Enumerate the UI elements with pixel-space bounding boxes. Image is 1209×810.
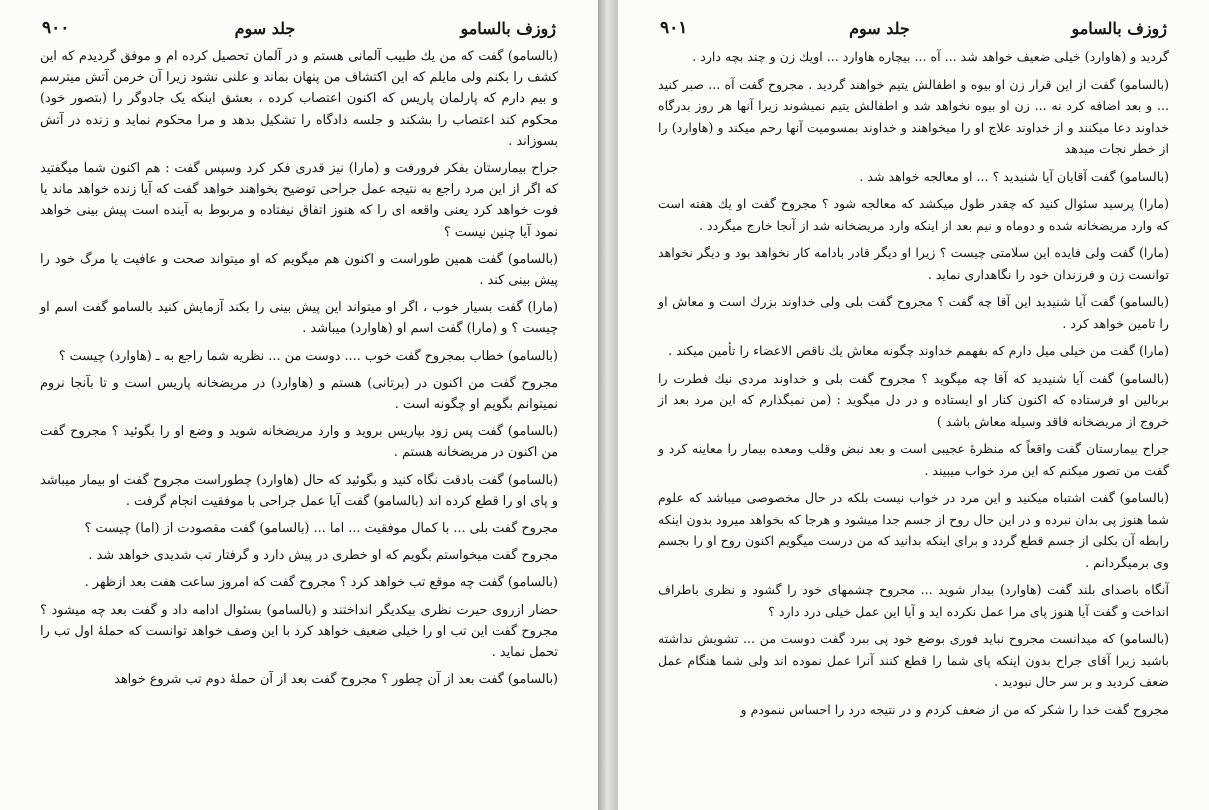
page-header <box>40 18 558 38</box>
running-title-volume: جلد سوم <box>849 18 910 38</box>
paragraph: (مارا) گفت بسیار خوب ، اگر او میتواند این پیش بینی را بکند آزمایش کنید بالسامو گفت اسم او چیست ؟ و (مارا) گفت اسم او (هاوارد) میباشد . <box>40 300 558 337</box>
paragraph: (بالسامو) که میدانست مجروح نباید فوری بوضع خود پی ببرد گفت دوست من ... تشویش نداشته باشید زیرا آقای جراح بدون اینکه پای شما را قطع کنند آنرا عمل نموده اند ولی شما هنگام عمل ضعف کردید و بر سر حال نبودید . <box>658 631 1169 689</box>
paragraph: (مارا) گفت من خیلی میل دارم که بفهمم خداوند چگونه معاش یك ناقص الاعضاء را تأمین میکند . <box>668 343 1169 358</box>
paragraph: (بالسامو) گفت همین طوراست و اکنون هم میگویم که او میتواند صحت و عافیت یا مرگ خود را پیش بینی کند . <box>40 251 558 289</box>
paragraph: مجروح گفت خدا را شکر که من از ضعف کردم و در نتیجه درد را احساس ننمودم و <box>740 701 1169 717</box>
left-page <box>0 0 598 810</box>
paragraph: مجروح گفت میخواستم بگویم که او خطری در پیش دارد و گرفتار تب شدیدی خواهد شد . <box>88 548 558 564</box>
paragraph: (بالسامو) گفت آیا شنیدید این آقا چه گفت ؟ مجروح گفت بلی ولی خداوند بزرك است و معاش او را تامین خواهد کرد . <box>658 294 1169 331</box>
running-title-author: ژوزف بالسامو <box>460 18 556 38</box>
paragraph: (بالسامو) گفت آیا شنیدید که آقا چه میگوید ؟ مجروح گفت بلی و خداوند مردی نیك فطرت را بربالین او فرستاده که اکنون کنار او ایستاده و در دل میگوید : (من نمیگذارم که این مرد بعد از خروج از مریضخانه فاقد وسیله معاش باشد ) <box>658 370 1169 429</box>
paragraph: مجروح گفت من اکنون در (برتانی) هستم و (هاوارد) در مریضخانه پاریس است و تا بآنجا نروم نمیتوانم بگویم او چگونه است . <box>40 375 558 413</box>
paragraph: (بالسامو) گفت که من یك طبیب آلمانی هستم و در آلمان تحصیل کرده ام و موفق گردیدم که این کشف را بکنم ولی مایلم که این اکتشاف من پنهان بماند و علنی نشود زیرا آن خرمن آتش میترسم و بیم دارم که پارلمان پاریس که اکنون اعتصاب کرده ، بعشق اینکه یک جادوگر را (بتصور خود) محکوم کند اعتصاب را بشکند و جلسه دادگاه را تشکیل بدهد و مرا محکوم نماید و زنده در آتش بسوزاند . <box>40 49 558 149</box>
page-header <box>658 18 1169 38</box>
paragraph: (بالسامو) خطاب بمجروح گفت خوب .... دوست من ... نظریه شما راجع به ـ (هاوارد) چیست ؟ <box>58 348 558 364</box>
right-page <box>618 0 1209 810</box>
paragraph: (بالسامو) گفت اشتباه میکنید و این مرد در خواب نیست بلکه در حال مخصوصی میباشد که علوم شما هنوز پی بدان نبرده و در این حال روح از جسم جدا میشود و هرجا که بخواهد میرود بدون اینکه رابطه آن بکلی از جسم قطع گردد و برای اینکه بدانید که من درست میگویم اکنون روح او را بجسم وی برمیگردانم . <box>658 490 1169 570</box>
paragraph: (بالسامو) گفت آقایان آیا شنیدید ؟ ... او معالجه خواهد شد . <box>859 168 1169 184</box>
paragraph: مجروح گفت بلی ... با کمال موفقیت ... اما ... (بالسامو) گفت مقصودت از (اما) چیست ؟ <box>84 521 558 537</box>
paragraph: حضار ازروی حیرت نظری بیکدیگر انداختند و (بالسامو) بسئوال ادامه داد و گفت بعد چه میشود ؟ مجروح گفت این تب او را خیلی ضعیف خواهد کرد با این وصف خواهد توانست که حملهٔ اول تب را تحمل نماید . <box>40 602 558 661</box>
paragraph: گردید و (هاوارد) خیلی ضعیف خواهد شد ... آه ... بیچاره هاوارد ... اویك زن و چند بچه دارد . <box>692 49 1169 64</box>
paragraph: (بالسامو) گفت بادقت نگاه کنید و بگوئید که حال (هاوارد) چطوراست مجروح گفت او بیمار میباشد و پای او را قطع کرده اند (بالسامو) گفت آیا عمل جراحی با موفقیت انجام گرفت . <box>40 472 558 509</box>
paragraph: (بالسامو) گفت چه موقع تب خواهد کرد ؟ مجروح گفت که امروز ساعت هفت بعد ازظهر . <box>84 575 558 591</box>
paragraph: جراح بیمارستان گفت واقعاً که منظرهٔ عجیبی است و بعد نبض وقلب ومعده بیمار را معاینه کرد و گفت من تصور میکنم که این مرد خواب میبیند . <box>658 441 1169 478</box>
page-body <box>658 46 1169 720</box>
page-body <box>40 46 558 690</box>
paragraph: (بالسامو) گفت از این قرار زن او بیوه و اطفالش یتیم خواهند گردید . مجروح گفت آه ... صبر کنید ... و بعد اضافه کرد نه ... زن او بیوه نخواهد شد و اطفالش یتیم نمیشوند زیرا آنها هر روز بدرگاه خداوند دعا میکنند و از خداوند علاج او را میخواهند و خداوند بمسومیت آنها رحم میکند و (هاوارد) را از خطر نجات میدهد <box>658 76 1169 156</box>
paragraph: (بالسامو) گفت بعد از آن چطور ؟ مجروح گفت بعد از آن حملهٔ دوم تب شروع خواهد <box>114 672 558 688</box>
running-title-volume: جلد سوم <box>234 18 296 38</box>
paragraph: آنگاه باصدای بلند گفت (هاوارد) بیدار شوید ... مجروح چشمهای خود را گشود و نظری باطراف انداخت و گفت آیا هنوز پای مرا عمل نکرده اید و آیا این عمل خیلی درد دارد ؟ <box>658 582 1169 619</box>
page-number: ٩٠١ <box>660 18 688 38</box>
page-number: ٩٠٠ <box>42 18 70 38</box>
paragraph: جراح بیمارستان بفکر فرورفت و (مارا) نیز قدری فکر کرد وسپس گفت : هم اکنون شما میگفتید که اگر از این مرد راجع به نتیجه عمل جراحی توضیح بخواهند خواهد گفت که آیا زنده خواهد ماند یا فوت خواهد کرد یعنی واقعه ای را که هنوز اتفاق نیفتاده و مربوط به آینده است پیش بینی خواهد نمود آیا چنین نیست ؟ <box>40 161 558 240</box>
paragraph: (بالسامو) گفت پس زود بپاریس بروید و وارد مریضخانه شوید و وضع او را بگوئید ؟ مجروح گفت من اکنون در مریضخانه هستم . <box>40 424 558 461</box>
paragraph: (مارا) گفت ولی فایده این سلامتی چیست ؟ زیرا او دیگر قادر بادامه کار نخواهد بود و دیگر نخواهد توانست زن و فرزندان خود را نگاهداری نماید . <box>658 245 1169 282</box>
running-title-author: ژوزف بالسامو <box>1071 18 1167 38</box>
paragraph: (مارا) پرسید سئوال کنید که چقدر طول میکشد که معالجه شود ؟ مجروح گفت او یك هفته است که وارد مریضخانه شده و دوماه و نیم بعد از اینکه وارد مریضخانه شد از آنجا خارج میگردد . <box>658 196 1169 233</box>
book-gutter <box>598 0 618 810</box>
